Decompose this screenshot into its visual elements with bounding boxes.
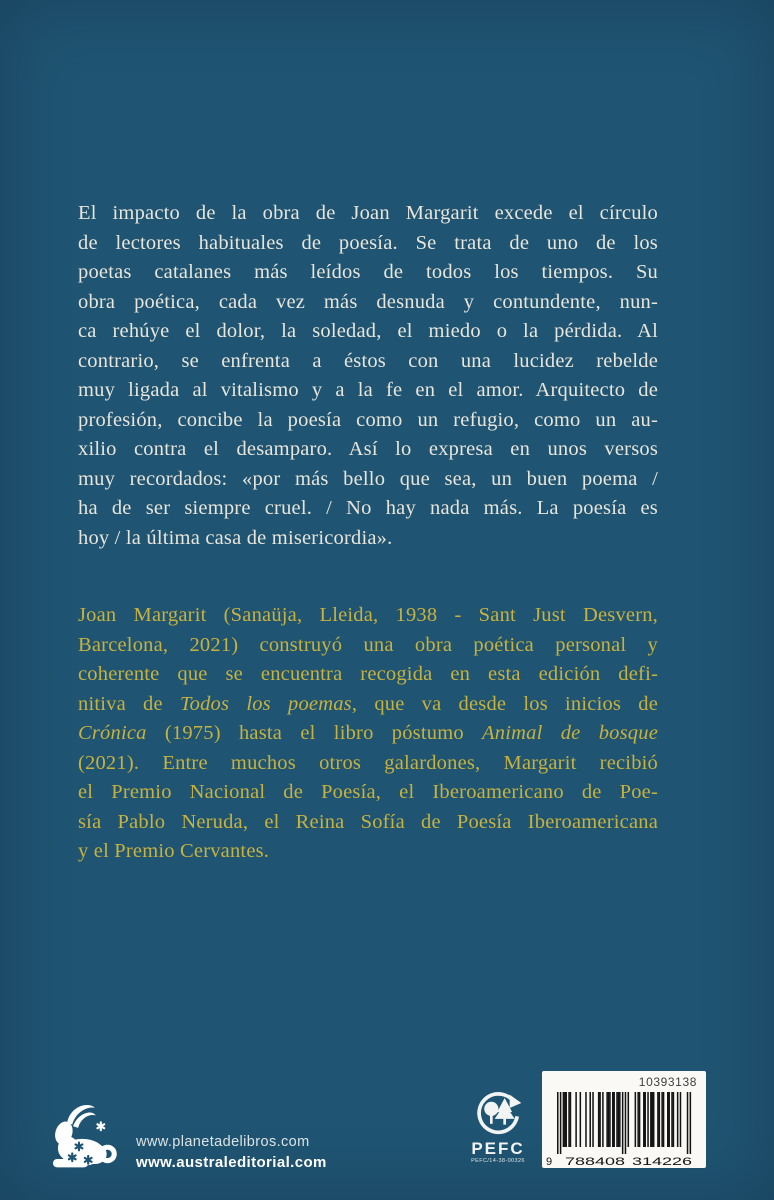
pefc-label: PEFC — [471, 1139, 525, 1158]
text-line: hoy / la última casa de misericordia». — [78, 526, 393, 549]
ean13-barcode — [542, 1092, 706, 1168]
austral-goat-logo — [42, 1100, 126, 1176]
text-line: Joan Margarit (Sanaüja, Lleida, 1938 - Sant Just Desvern, — [78, 604, 658, 626]
text-line: (2021). Entre muchos otros galardones, Margarit recibió — [78, 751, 658, 774]
ean-group2: 314226 — [632, 1156, 692, 1168]
text-line: muy ligada al vitalismo y a la fe en el amor. Arquitecto de — [78, 379, 658, 401]
main-paragraph — [78, 199, 658, 553]
text-line: poetas catalanes más leídos de todos los tiempos. Su — [78, 261, 658, 283]
text-line: El impacto de la obra de Joan Margarit excede el círculo — [78, 202, 658, 224]
planetadelibros-url: www.planetadelibros.com — [136, 1134, 310, 1150]
australeditorial-url: www.australeditorial.com — [136, 1154, 327, 1171]
text-line: ca rehúye el dolor, la soledad, el miedo o la pérdida. Al — [78, 320, 658, 342]
ean-lead-digit: 9 — [546, 1156, 553, 1168]
text-line: y el Premio Cervantes. — [78, 840, 270, 862]
text-line: Barcelona, 2021) construyó una obra poética personal y — [78, 633, 658, 656]
text-line: contrario, se enfrenta a éstos con una lucidez rebelde — [78, 349, 658, 372]
text-line: sía Pablo Neruda, el Reina Sofía de Poesía Iberoamericana — [78, 810, 658, 833]
text-line: ha de ser siempre cruel. / No hay nada más. La poesía es — [78, 497, 658, 519]
text-line: de lectores habituales de poesía. Se trata de uno de los — [78, 231, 658, 254]
text-line: Crónica (1975) hasta el libro póstumo Animal de bosque — [78, 722, 658, 744]
ean-group1: 788408 — [565, 1156, 625, 1168]
pefc-icon — [472, 1088, 524, 1138]
star-icon — [97, 1122, 104, 1130]
publisher-websites — [136, 1134, 327, 1171]
pefc-certification — [462, 1088, 534, 1165]
text-line: xilio contra el desamparo. Así lo expresa en unos versos — [78, 438, 658, 460]
text-line: muy recordados: «por más bello que sea, un buen poema / — [78, 467, 658, 490]
text-line: profesión, concibe la poesía como un refugio, como un au- — [78, 408, 658, 431]
product-code: 10393138 — [638, 1075, 697, 1089]
text-line: obra poética, cada vez más desnuda y contundente, nun- — [78, 290, 658, 313]
pefc-cert-code: PEFC/14-38-00326 — [471, 1158, 525, 1164]
text-line: nitiva de Todos los poemas, que va desde los inicios de — [78, 692, 658, 715]
text-line: el Premio Nacional de Poesía, el Iberoamericano de Poe- — [78, 781, 658, 803]
bio-paragraph — [78, 601, 658, 867]
text-line: coherente que se encuentra recogida en esta edición defi- — [78, 663, 658, 685]
barcode-label — [542, 1071, 706, 1168]
